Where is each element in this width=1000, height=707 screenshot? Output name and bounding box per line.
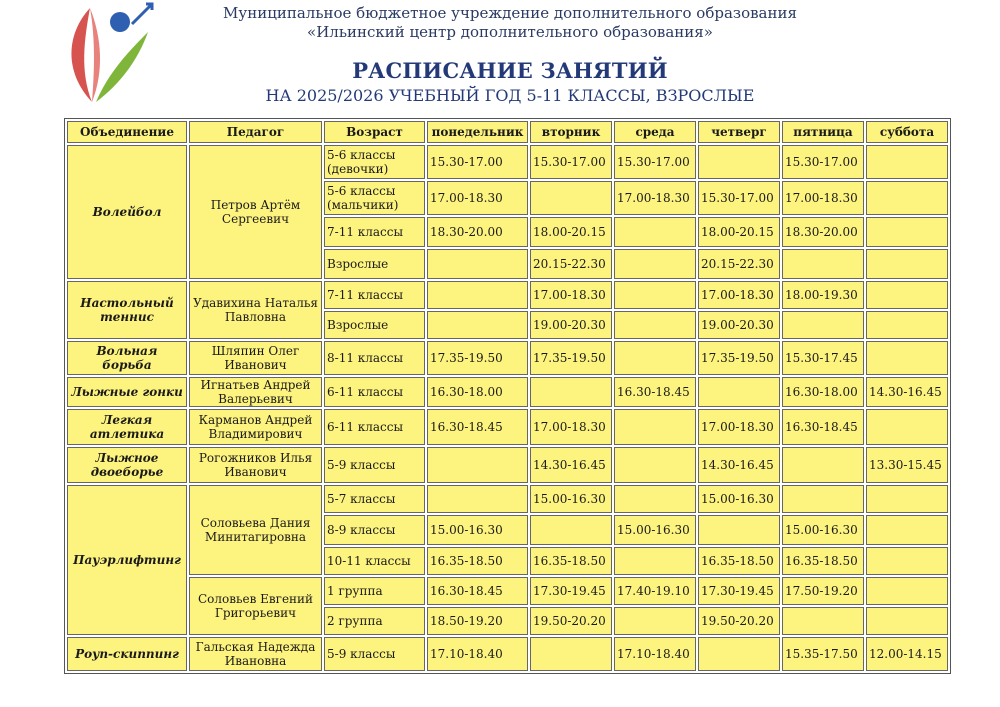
- age-cell: 8-11 классы: [324, 341, 425, 375]
- teacher-name-cell: Шляпин Олег Иванович: [189, 341, 322, 375]
- logo-green-leaf: [96, 32, 148, 102]
- header-teacher: Педагог: [189, 121, 322, 143]
- table-row: [67, 145, 948, 179]
- time-cell: 16.30-18.45: [782, 409, 864, 445]
- time-cell: 18.00-19.30: [782, 281, 864, 309]
- header-thursday: четверг: [698, 121, 780, 143]
- age-cell: 6-11 классы: [324, 377, 425, 407]
- time-cell: 15.35-17.50: [782, 637, 864, 671]
- table-header-row: [67, 121, 948, 143]
- group-name-cell: Роуп-скиппинг: [67, 637, 187, 671]
- time-cell: 15.00-16.30: [782, 515, 864, 545]
- teacher-name-cell: Соловьева Дания Минитагировна: [189, 485, 322, 575]
- time-cell: 17.10-18.40: [614, 637, 696, 671]
- time-cell: 17.35-19.50: [530, 341, 612, 375]
- age-cell: 1 группа: [324, 577, 425, 605]
- time-cell: 15.30-17.00: [427, 145, 528, 179]
- time-cell: [614, 217, 696, 247]
- age-cell: 5-6 классы (девочки): [324, 145, 425, 179]
- header-group: Объединение: [67, 121, 187, 143]
- time-cell: [866, 281, 948, 309]
- group-name-cell: Пауэрлифтинг: [67, 485, 187, 635]
- time-cell: 18.30-20.00: [427, 217, 528, 247]
- time-cell: 17.00-18.30: [530, 409, 612, 445]
- time-cell: 14.30-16.45: [530, 447, 612, 483]
- time-cell: [866, 515, 948, 545]
- time-cell: 18.50-19.20: [427, 607, 528, 635]
- header-tuesday: вторник: [530, 121, 612, 143]
- time-cell: 12.00-14.15: [866, 637, 948, 671]
- time-cell: 17.30-19.45: [530, 577, 612, 605]
- table-row: [67, 341, 948, 375]
- time-cell: [614, 249, 696, 279]
- logo-red-leaf: [72, 8, 93, 102]
- time-cell: 17.00-18.30: [530, 281, 612, 309]
- time-cell: [866, 311, 948, 339]
- table-row: [67, 281, 948, 309]
- logo-blue-dot: [110, 12, 130, 32]
- time-cell: 17.40-19.10: [614, 577, 696, 605]
- time-cell: [614, 281, 696, 309]
- time-cell: 19.50-20.20: [698, 607, 780, 635]
- time-cell: 16.35-18.50: [698, 547, 780, 575]
- logo-blue-arrow: [132, 4, 152, 24]
- time-cell: [614, 311, 696, 339]
- time-cell: [427, 447, 528, 483]
- time-cell: [530, 637, 612, 671]
- time-cell: 15.30-17.00: [530, 145, 612, 179]
- time-cell: 15.30-17.45: [782, 341, 864, 375]
- time-cell: 15.30-17.00: [782, 145, 864, 179]
- time-cell: 16.30-18.00: [427, 377, 528, 407]
- logo-icon: [62, 2, 158, 106]
- time-cell: [698, 377, 780, 407]
- time-cell: [427, 311, 528, 339]
- time-cell: 18.00-20.15: [530, 217, 612, 247]
- age-cell: 10-11 классы: [324, 547, 425, 575]
- age-cell: Взрослые: [324, 249, 425, 279]
- time-cell: [782, 249, 864, 279]
- age-cell: 5-9 классы: [324, 447, 425, 483]
- table-row: [67, 447, 948, 483]
- time-cell: 17.35-19.50: [427, 341, 528, 375]
- time-cell: [866, 249, 948, 279]
- header-friday: пятница: [782, 121, 864, 143]
- time-cell: [782, 607, 864, 635]
- age-cell: 7-11 классы: [324, 281, 425, 309]
- time-cell: [866, 181, 948, 215]
- time-cell: 16.35-18.50: [427, 547, 528, 575]
- teacher-name-cell: Удавихина Наталья Павловна: [189, 281, 322, 339]
- time-cell: [698, 637, 780, 671]
- time-cell: 16.35-18.50: [782, 547, 864, 575]
- time-cell: 16.35-18.50: [530, 547, 612, 575]
- teacher-name-cell: Гальская Надежда Ивановна: [189, 637, 322, 671]
- time-cell: [866, 485, 948, 513]
- age-cell: 5-7 классы: [324, 485, 425, 513]
- time-cell: 16.30-18.45: [427, 409, 528, 445]
- time-cell: 17.00-18.30: [614, 181, 696, 215]
- time-cell: [866, 607, 948, 635]
- time-cell: 18.00-20.15: [698, 217, 780, 247]
- time-cell: [866, 217, 948, 247]
- time-cell: 16.30-18.00: [782, 377, 864, 407]
- time-cell: 17.00-18.30: [698, 409, 780, 445]
- time-cell: [614, 409, 696, 445]
- time-cell: 19.00-20.30: [530, 311, 612, 339]
- time-cell: 20.15-22.30: [530, 249, 612, 279]
- time-cell: 17.00-18.30: [782, 181, 864, 215]
- time-cell: [782, 311, 864, 339]
- time-cell: [698, 515, 780, 545]
- time-cell: 15.00-16.30: [698, 485, 780, 513]
- page-title: РАСПИСАНИЕ ЗАНЯТИЙ: [352, 58, 668, 83]
- time-cell: [530, 377, 612, 407]
- time-cell: [614, 485, 696, 513]
- time-cell: [866, 577, 948, 605]
- teacher-name-cell: Петров Артём Сергеевич: [189, 145, 322, 279]
- time-cell: 17.10-18.40: [427, 637, 528, 671]
- time-cell: 15.30-17.00: [614, 145, 696, 179]
- logo-red-leaf-inner: [90, 8, 100, 102]
- page-subtitle: НА 2025/2026 УЧЕБНЫЙ ГОД 5-11 КЛАССЫ, ВЗРОСЛЫЕ: [265, 86, 755, 105]
- time-cell: 16.30-18.45: [427, 577, 528, 605]
- time-cell: 17.30-19.45: [698, 577, 780, 605]
- time-cell: [782, 485, 864, 513]
- time-cell: 17.00-18.30: [698, 281, 780, 309]
- time-cell: 15.00-16.30: [530, 485, 612, 513]
- header-monday: понедельник: [427, 121, 528, 143]
- time-cell: [866, 547, 948, 575]
- time-cell: [614, 447, 696, 483]
- schedule-table: [64, 118, 951, 674]
- organization-name-line2: «Ильинский центр дополнительного образования»: [307, 23, 713, 41]
- teacher-name-cell: Соловьев Евгений Григорьевич: [189, 577, 322, 635]
- header-wednesday: среда: [614, 121, 696, 143]
- teacher-name-cell: Рогожников Илья Иванович: [189, 447, 322, 483]
- header-saturday: суббота: [866, 121, 948, 143]
- time-cell: 18.30-20.00: [782, 217, 864, 247]
- age-cell: 6-11 классы: [324, 409, 425, 445]
- time-cell: [698, 145, 780, 179]
- age-cell: Взрослые: [324, 311, 425, 339]
- time-cell: 16.30-18.45: [614, 377, 696, 407]
- table-row: [67, 637, 948, 671]
- age-cell: 5-9 классы: [324, 637, 425, 671]
- time-cell: 17.50-19.20: [782, 577, 864, 605]
- time-cell: 17.00-18.30: [427, 181, 528, 215]
- table-row: [67, 409, 948, 445]
- table-row: [67, 577, 948, 605]
- time-cell: [866, 145, 948, 179]
- time-cell: [614, 547, 696, 575]
- time-cell: 17.35-19.50: [698, 341, 780, 375]
- organization-name-line1: Муниципальное бюджетное учреждение дополнительного образования: [223, 4, 797, 22]
- age-cell: 5-6 классы (мальчики): [324, 181, 425, 215]
- age-cell: 8-9 классы: [324, 515, 425, 545]
- time-cell: 19.00-20.30: [698, 311, 780, 339]
- time-cell: 19.50-20.20: [530, 607, 612, 635]
- time-cell: [427, 249, 528, 279]
- table-row: [67, 485, 948, 513]
- group-name-cell: Настольный теннис: [67, 281, 187, 339]
- time-cell: 20.15-22.30: [698, 249, 780, 279]
- teacher-name-cell: Карманов Андрей Владимирович: [189, 409, 322, 445]
- time-cell: [427, 281, 528, 309]
- time-cell: [782, 447, 864, 483]
- time-cell: 13.30-15.45: [866, 447, 948, 483]
- group-name-cell: Легкая атлетика: [67, 409, 187, 445]
- time-cell: [614, 341, 696, 375]
- group-name-cell: Лыжное двоеборье: [67, 447, 187, 483]
- time-cell: 15.00-16.30: [614, 515, 696, 545]
- time-cell: [866, 409, 948, 445]
- group-name-cell: Волейбол: [67, 145, 187, 279]
- time-cell: 15.00-16.30: [427, 515, 528, 545]
- group-name-cell: Вольная борьба: [67, 341, 187, 375]
- time-cell: [614, 607, 696, 635]
- time-cell: 14.30-16.45: [698, 447, 780, 483]
- header-age: Возраст: [324, 121, 425, 143]
- teacher-name-cell: Игнатьев Андрей Валерьевич: [189, 377, 322, 407]
- age-cell: 7-11 классы: [324, 217, 425, 247]
- age-cell: 2 группа: [324, 607, 425, 635]
- time-cell: 14.30-16.45: [866, 377, 948, 407]
- time-cell: [530, 181, 612, 215]
- time-cell: 15.30-17.00: [698, 181, 780, 215]
- group-name-cell: Лыжные гонки: [67, 377, 187, 407]
- table-row: [67, 377, 948, 407]
- time-cell: [530, 515, 612, 545]
- time-cell: [866, 341, 948, 375]
- time-cell: [427, 485, 528, 513]
